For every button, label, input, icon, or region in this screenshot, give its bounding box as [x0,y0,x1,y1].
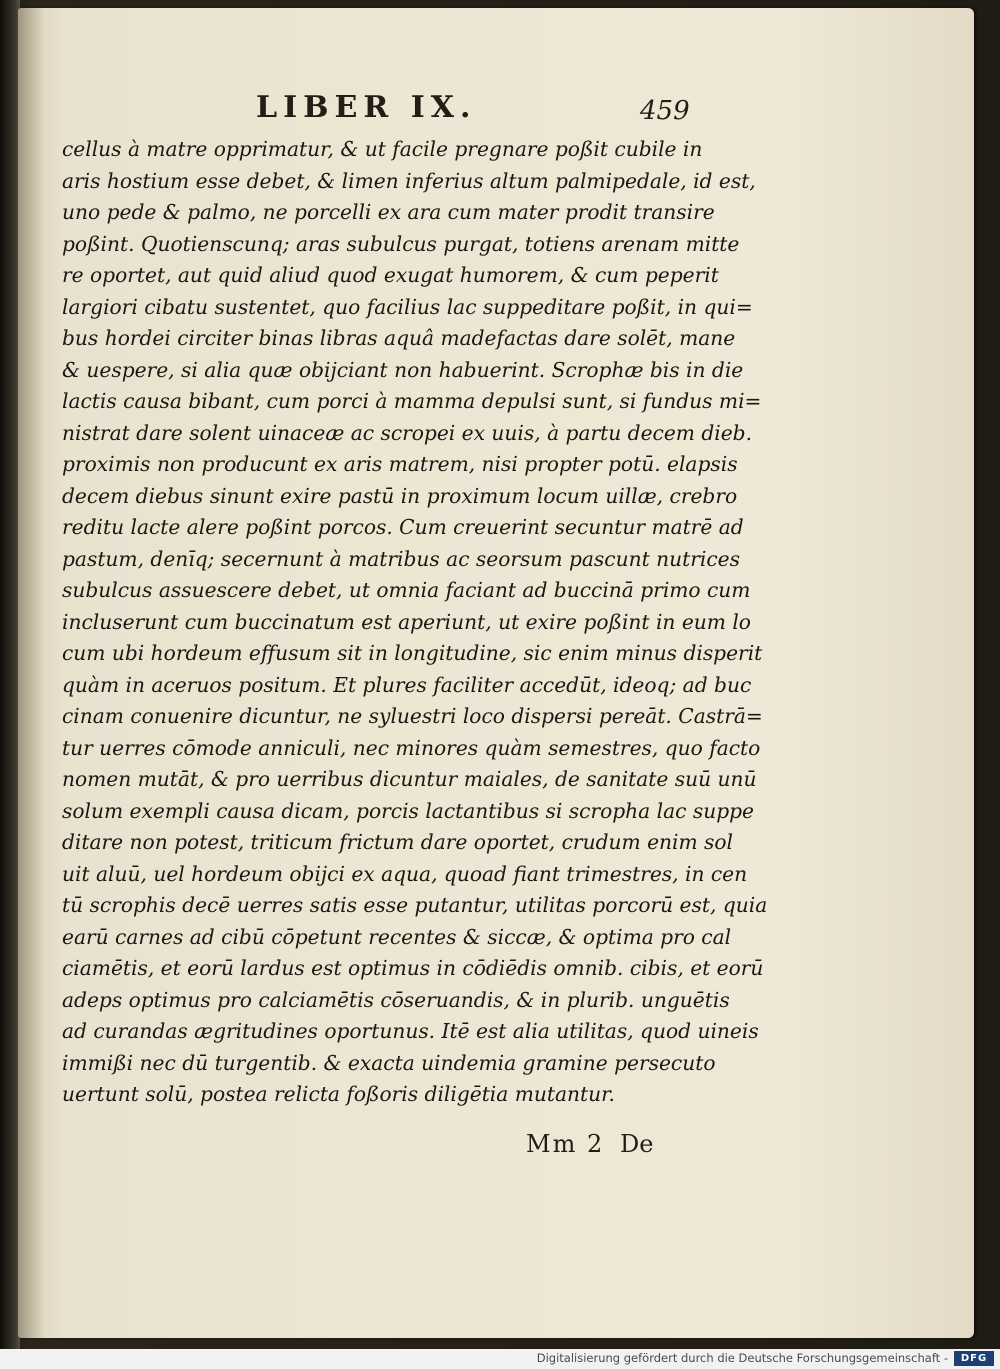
text-line: nomen mutāt, & pro uerribus dicuntur maiales, de sanitate suū unū [62,767,757,791]
page-number: 459 [640,96,690,126]
text-line: subulcus assuescere debet, ut omnia faciant ad buccinā primo cum [62,578,751,602]
text-line: decem diebus sinunt exire pastū in proximum locum uillæ, crebro [62,483,738,508]
text-line: uit aluū, uel hordeum obijci ex aqua, quoad fiant trimestres, in cen [62,861,748,886]
text-line: lactis causa bibant, cum porci à mamma depulsi sunt, si fundus mi= [62,389,762,413]
text-line: nistrat dare solent uinaceæ ac scropei ex uuis, à partu decem dieb. [62,420,753,445]
text-line: reditu lacte alere poßint porcos. Cum creuerint secuntur matrē ad [62,515,744,539]
text-line: uno pede & palmo, ne porcelli ex ara cum mater prodit transire [62,200,715,224]
text-line: immißi nec dū turgentib. & exacta uindemia gramine persecuto [62,1050,716,1075]
text-line: aris hostium esse debet, & limen inferius altum palmipedale, id est, [62,168,756,193]
signature-mark: Mm 2 [526,1130,605,1158]
text-line: cinam conuenire dicuntur, ne syluestri loco dispersi pereāt. Castrā= [62,704,763,728]
body-text [62,134,768,1111]
text-line: & uespere, si alia quæ obijciant non habuerint. Scrophæ bis in die [62,357,744,382]
text-line: tū scrophis decē uerres satis esse putantur, utilitas porcorū est, quia [62,893,768,917]
text-line: uertunt solū, postea relicta foßoris diligētia mutantur. [62,1082,615,1106]
text-line: earū carnes ad cibū cōpetunt recentes & siccæ, & optima pro cal [62,924,732,949]
book-edge [0,0,20,1369]
text-line: tur uerres cōmode anniculi, nec minores quàm semestres, quo facto [62,735,761,760]
text-line: ditare non potest, triticum frictum dare oportet, crudum enim sol [62,830,734,854]
text-line: cum ubi hordeum effusum sit in longitudine, sic enim minus disperit [62,641,763,665]
text-line: bus hordei circiter binas libras aquâ madefactas dare solēt, mane [62,326,736,350]
text-line: quàm in aceruos positum. Et plures faciliter accedūt, ideoq; ad buc [62,672,752,697]
dfg-logo-icon: DFG [954,1351,994,1366]
text-line: cellus à matre opprimatur, & ut facile pregnare poßit cubile in [62,137,703,161]
text-line: poßint. Quotienscunq; aras subulcus purgat, totiens arenam mitte [62,231,740,256]
text-line: proximis non producunt ex aris matrem, nisi propter potū. elapsis [62,452,738,476]
text-line: largiori cibatu sustentet, quo facilius lac suppeditare poßit, in qui= [62,294,753,319]
text-line: re oportet, aut quid aliud quod exugat humorem, & cum peperit [62,263,719,287]
text-line: adeps optimus pro calciamētis cōseruandis, & in plurib. unguētis [62,987,730,1012]
text-line: ciamētis, et eorū lardus est optimus in cōdiēdis omnib. cibis, et eorū [62,956,764,980]
book-page [18,8,974,1338]
text-line: solum exempli causa dicam, porcis lactantibus si scropha lac suppe [62,798,754,823]
text-line: ad curandas ægritudines oportunus. Itē est alia utilitas, quod uineis [62,1019,759,1043]
running-head: LIBER IX. [256,90,477,125]
text-line: pastum, denīq; secernunt à matribus ac seorsum pascunt nutrices [62,546,740,571]
catchword: De [620,1130,654,1158]
text-line: incluserunt cum buccinatum est aperiunt, ut exire poßint in eum lo [62,609,751,634]
digitization-credit: Digitalisierung gefördert durch die Deutsche Forschungsgemeinschaft - [536,1351,948,1365]
